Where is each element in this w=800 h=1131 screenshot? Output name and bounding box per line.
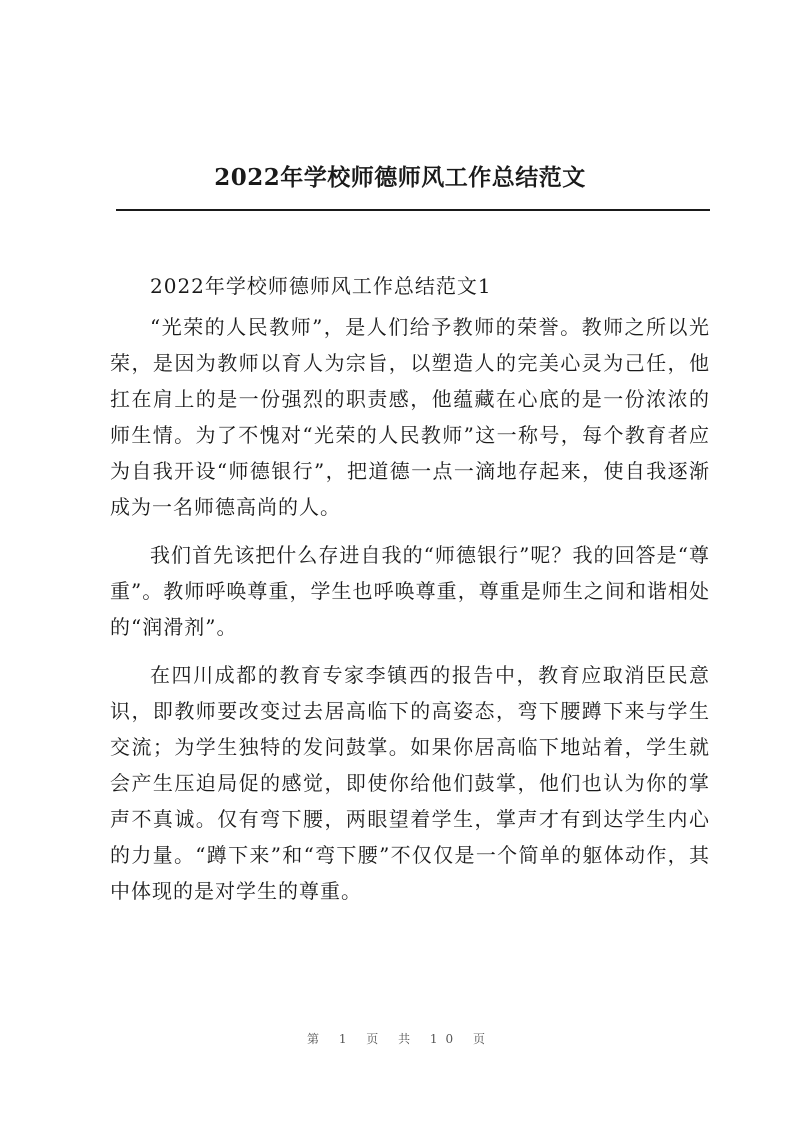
document-body — [110, 268, 710, 921]
paragraph-3: 在四川成都的教育专家李镇西的报告中，教育应取消臣民意识，即教师要改变过去居高临下的高姿态，弯下腰蹲下来与学生交流；为学生独特的发问鼓掌。如果你居高临下地站着，学生就会产生压迫局促的感觉，即使你给他们鼓掌，他们也认为你的掌声不真诚。仅有弯下腰，两眼望着学生，掌声才有到达学生内心的力量。“蹲下来”和“弯下腰”不仅仅是一个简单的躯体动作，其中体现的是对学生的尊重。 — [110, 663, 710, 903]
paragraph-1: “光荣的人民教师”，是人们给予教师的荣誉。教师之所以光荣，是因为教师以育人为宗旨，以塑造人的完美心灵为己任，他扛在肩上的是一份强烈的职责感，他蕴藏在心底的是一份浓浓的师生情。为了不愧对“光荣的人民教师”这一称号，每个教育者应为自我开设“师德银行”，把道德一点一滴地存起来，使自我逐渐成为一名师德高尚的人。 — [110, 315, 710, 519]
title-underline — [116, 209, 710, 211]
paragraph-2: 我们首先该把什么存进自我的“师德银行”呢？我的回答是“尊重”。教师呼唤尊重，学生也呼唤尊重，尊重是师生之间和谐相处的“润滑剂”。 — [110, 543, 710, 639]
page-footer: 第 1 页 共 10 页 — [307, 1032, 493, 1046]
section-heading: 2022年学校师德师风工作总结范文1 — [150, 274, 492, 298]
document-title: 2022年学校师德师风工作总结范文 — [214, 164, 586, 191]
